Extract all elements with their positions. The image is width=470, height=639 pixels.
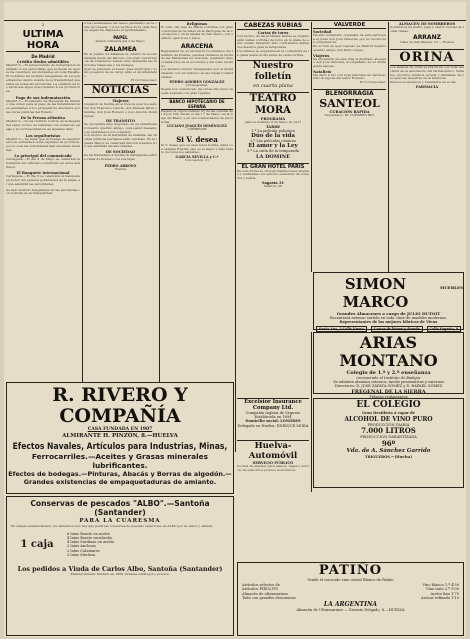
ad-note: Pídanse reglamentos: [369, 394, 408, 399]
ad-text: En simple establecimiento de alimentos sólo hay que pedir las conservas de pescado superiores de ALBO por su sabor y calidad.: [11, 524, 214, 528]
ad-city: TRIGUEROS.—(Huelva): [364, 454, 413, 459]
header-rule: [4, 20, 466, 21]
column-rule: [388, 22, 389, 272]
subheading: Religiosas: [186, 22, 208, 26]
ad-list-item: 2 latas Merluza: [67, 552, 96, 557]
article-text: En este Hotel se ofrecen habitaciones amplias y ventiladas con servicio esmerado de comedor y baños.: [237, 168, 309, 180]
section-title: ULTIMA HORA: [6, 29, 80, 52]
article-text: Madrid 5.—Se ha recibido noticia de la llegada del vapor correo de Canarias con numeroso pasaje y la correspondencia de aquellas islas.: [6, 119, 80, 131]
ad-footer: Los pedidos a Viuda de Carlos Albo, Santoña (Santander): [17, 564, 223, 573]
section-title: VALVERDE: [313, 22, 386, 29]
ad-list-item: 6 latas Bonito en aceite: [67, 531, 110, 536]
ad-text: Domicilio social: LONDRES: [245, 419, 301, 424]
ad-brand: LA ARGENTINA: [323, 601, 378, 609]
ad-subtitle: Grandes Almacenes a cargo de JULIO DUTOIT: [336, 311, 441, 316]
ad-subtitle: Colegio de 1.ª y 2.ª enseñanza: [346, 370, 431, 376]
ad-text: Todo con grandes descuentos: [242, 595, 296, 600]
ad-box-label: 1 caja: [20, 538, 54, 550]
program-item: LA DOMINÉ: [255, 153, 291, 160]
column-6: [390, 22, 464, 270]
page-number: 2: [41, 22, 45, 27]
subheading: Cartas de toros: [257, 31, 289, 35]
ad-title: ORINA: [390, 49, 464, 66]
article-text: Regresaron de su excursión los alumnos del Instituto de Huelva, quienes visitaron la Gruta de las Maravillas de Aracena, quedando muy complacidos de la excursión y del trato recibido.: [161, 48, 233, 68]
ad-brand: Excelsior Insurance Company Ltd.: [237, 398, 309, 411]
ad-line: Efectos Navales, Artículos para Industrias, Minas,: [12, 442, 228, 452]
subheading: De la Prensa atlántica: [20, 116, 66, 121]
ad-label: PRODUCCIÓN DIARIA: [367, 423, 410, 428]
article-text: Según nos comunican, las obras del nuevo muelle avanzan con gran rapidez.: [161, 87, 233, 95]
ad-footer: FARMACIA: [415, 84, 439, 89]
article-text: Los billetes se expenden en la contaduría de la plaza desde el día antes de cada corrida.: [237, 48, 309, 57]
column-2: [84, 22, 157, 380]
ad-brand: ARRANZ: [413, 34, 441, 42]
article-text: Pagado el cupón número 41 de las cédulas del 4 por 100, desde el día 1.º de Mayo, en la Caja del Banco y en sus comisionados de provincias.: [161, 108, 233, 124]
ad-price: Vino tinto 2.ª 3'00: [425, 587, 459, 592]
section-title: NOTICIAS: [84, 84, 157, 98]
subheading: Natalicio: [313, 69, 332, 74]
ad-label: PRODUCCIÓN GARANTIZADA: [360, 435, 417, 440]
byline: El Corresponsal.: [130, 77, 157, 82]
byline: LUCIANO JOAQUÍN DOMÍNGUEZ: [167, 124, 227, 129]
ad-text: Establecida en 1894: [254, 415, 292, 420]
ad-text: incorporado al Instituto de Badajoz: [356, 376, 421, 380]
byline: El Corresponsal.: [359, 80, 386, 85]
section-title: CABEZAS RUBIAS: [237, 22, 309, 30]
article-text: Madrid 5.—El subsecretario de Gobernación manifestó á los periodistas que la fiesta de ayer se ha celebrado sin incidentes en toda España. El Gobierno ha recibido telegramas de los gobernadores dando cuenta de la tranquilidad que reina en todas las provincias. La cuestión de los alcoholes sigue preocupando á los productores.: [6, 63, 80, 93]
ad-text: Artículos PIRULITO: [242, 587, 279, 592]
program-item: Dúo de la vida: [251, 133, 295, 140]
subheading: Viajeros: [112, 99, 129, 104]
ad-tagline: CURACIÓN RÁPIDA: [329, 109, 370, 114]
article-text: Sesión ordinaria del 2 de Mayo.: [95, 39, 146, 44]
ad-list-item: 4 latas Bonito escabeche: [67, 535, 113, 540]
ad-city: FREGENAL DE LA SIERRA: [351, 388, 426, 395]
ad-text: Calle de San Miguel, 12 — Huelva: [400, 40, 454, 45]
article-text: Ha dado á luz con toda felicidad un hermoso niño la esposa del señor Romero.: [313, 72, 386, 81]
ad-figure: 7.000 LITROS: [361, 426, 416, 436]
promo-title: Nuestro folletín: [237, 60, 309, 83]
article-text: Si V. desea que su casa luzca bonita, pinte con esmalte Ripolin, que es el mejor y más barato de todos los esmaltes.: [161, 143, 233, 155]
column-rule: [311, 332, 312, 492]
ad-text: Coches de alquiler para paseos, viajes y servicio de estación a precios económicos.: [237, 463, 309, 472]
ad-list-item: 2 latas Anchoas: [67, 544, 96, 549]
ad-text: Representantes de las mejores fábricas de Viena: [339, 320, 438, 325]
ad-list-item: 4 latas Sardinas en aceite: [67, 540, 115, 545]
ad-text: Depositario: Dr. CORDERO BEL: [324, 112, 375, 117]
ad-address: Calle Sagasta, 9: [427, 326, 462, 332]
column-rule: [159, 22, 160, 382]
ad-figure: 96º: [381, 438, 396, 448]
program-item: 3.º La cinta de la temporada: [247, 149, 299, 154]
column-rule: [82, 22, 83, 382]
ad-address: Santa Ana, 3 Calle Nueva: [316, 326, 367, 332]
ad-title: ALMACÉN DE SOMBREROS: [398, 22, 456, 26]
byline: PEDRO ARROYO: [104, 163, 137, 168]
byline-address: Concepción, 21: [184, 158, 210, 163]
ad-destileria: [313, 398, 464, 488]
ad-note: Establecimiento fundado en 1869. Pídanse catálogos y precios.: [70, 571, 170, 576]
ad-title: BANCO HIPOTECARIO DE ESPAÑA: [161, 98, 233, 110]
ad-brand: Conservas de pescados "ALBO".—Santoña (Santander): [30, 499, 210, 517]
newspaper-page: [4, 2, 466, 637]
ad-founded: CASA FUNDADA EN 1907: [87, 427, 153, 432]
dateline: De Madrid: [31, 54, 55, 59]
ad-text: Precios económicos y resultados en el día.: [390, 79, 457, 84]
ad-price: Aceite fino 1'75: [430, 591, 459, 596]
ad-list-item: 2 latas Calamares: [67, 548, 100, 553]
phone: Teléfono 30: [263, 183, 283, 188]
article-text: Ha sido nombrado organista de esta parroquia el joven don José Valverde, por su reconocida competencia.: [313, 33, 386, 45]
ad-brand: SANTEOL: [319, 96, 380, 110]
ad-text: Directores: D. JOSÉ ZAPATA GÓMEZ y D. RAFAEL GÓMEZ: [334, 384, 443, 389]
article-text: Cartagena.—El día 6 se celebrará el banquete en honor del general gobernador de la plaza, al que asistirán las autoridades.: [6, 174, 80, 186]
ad-text: Delegado en Huelva: ENRIQUE MORA: [237, 423, 309, 428]
ad-address: Almacén de Ultramarinos — Ernesto Delgado, 8.—HUELVA: [296, 608, 405, 613]
subheading: DE TRÁNSITO: [106, 119, 135, 124]
column-5: [313, 22, 386, 270]
ad-line: Efectos de bodegas.—Pinturas, Abacás y Borras de algodón.—Grandes existencias de empaquetaduras de amianto.: [8, 470, 232, 486]
byline: PEDRO AMORES GONZÁLEZ: [169, 80, 225, 85]
ad-subtitle: SERVICIO PÚBLICO: [252, 460, 294, 465]
ad-owner: Vda. de A. Sánchez Garrido: [346, 447, 431, 454]
ad-text: Se admiten alumnos internos, medio pensionistas y externos: [333, 380, 444, 385]
ad-subtitle: PARA LA CUARESMA: [79, 518, 161, 524]
ad-brand: EL COLEGIO: [356, 400, 421, 410]
byline-role: CORREDOR: [187, 127, 207, 132]
article-text: Con motivo de las próximas fiestas se organizarán varias corridas de toros en la plaza de esta ciudad, habiendo sido contratados afamados diestros para la temporada.: [237, 34, 309, 50]
ad-price: Vino blanco 1.ª 4'50: [422, 583, 459, 588]
article-text: Se encuentra en esta villa el ilustrado abogado don José Sánchez, acompañado de su distinguida esposa.: [313, 56, 386, 68]
byline: GARCIA SEVILLA y C.ª: [175, 155, 219, 160]
ad-brand: Huelva-Automóvil: [237, 440, 309, 461]
article-text: En el tren de ayer regresó de Madrid nuestro querido amigo don Pedro López.: [313, 44, 386, 52]
column-4: [237, 22, 309, 270]
article-text: Ayer se presentó el nuevo Juez municipal y tomó posesión de su cargo ante el Ayuntamiento.: [84, 66, 157, 79]
column-3: [161, 22, 233, 380]
article-text: Se ha trasladado á Sevilla la distinguida señora viuda de Romero con sus hijas.: [84, 153, 157, 161]
article-text: Los alumnos fueron obsequiados por el Ayuntamiento con un refresco en las Casas Consistoriales.: [161, 67, 233, 79]
theatre-title: TEATRO MORA: [237, 92, 309, 117]
subheading: Lo principal del comunicado: [14, 154, 72, 159]
ad-address: ALMIRANTE H. PINZÓN, 8.—HUELVA: [62, 433, 178, 439]
ad-line: Ferrocarriles.—Aceites y Grasas minerales lubrificantes.: [31, 452, 209, 470]
byline-city: Huelva: [114, 166, 127, 171]
ad-price: Azúcar refinado 1'10: [421, 595, 459, 600]
program-item: El amor y la Ley: [248, 143, 298, 150]
article-text: á los reclamantes del nuevo pavimento en la calle de Cepeda, y á los vecinos de la calle Nueva, según ha dispuesto el Ayuntamiento.: [84, 22, 157, 33]
ad-brand: ARIAS MONTANO: [339, 333, 438, 370]
ad-subtitle: Gran Destilería á vapor de: [362, 411, 415, 415]
ad-brand: PATIÑO: [318, 563, 383, 578]
ad-title: EL GRAN HOTEL PARIS: [237, 163, 309, 170]
ad-albo: [6, 496, 234, 636]
article-text: En el pueblo de Zalamea se celebró la acostumbrada fiesta del Patrono con gran concurrencia de forasteros, siendo muy animadas las funciones religiosas y los festejos.: [84, 51, 157, 67]
program-label: PROGRAMA: [260, 117, 286, 122]
article-text: Con motivo de la festividad de mañana, las oficinas públicas permanecerán cerradas. En la iglesia Mayor se celebrará función solemne á la que asistirán las autoridades.: [84, 133, 157, 149]
byline-role: Corresponsal.: [186, 83, 208, 88]
program-date: para el domingo 6 de Mayo de 1917: [244, 120, 302, 125]
ad-title: BLENORRAGIA: [313, 89, 386, 97]
address: Sagasta 31: [261, 180, 285, 185]
ad-patino: [237, 562, 464, 636]
ad-simon-marco: [313, 272, 464, 330]
ad-title: Si V. desea: [176, 135, 218, 145]
ad-product: ALCOHOL DE VINO PURO: [344, 416, 433, 424]
ad-text: Almacén de ultramarinos: [242, 591, 288, 596]
subheading: El Banquete internacional: [16, 171, 70, 176]
article-text: Cartagena.—El día 8 de Mayo se celebrará la botadura del cañonero construido en estos astilleros.: [6, 157, 80, 169]
article-text: Se han recibido telegramas de las provincias con noticias de la tranquilidad.: [6, 187, 80, 196]
program-item: 1.º La película policíaca: [251, 128, 295, 133]
ad-subtitle: Compañía Inglesa de Seguros: [245, 411, 301, 415]
column-rule: [311, 22, 312, 272]
ad-text: Sombreros de fieltro, paja y castor. Gorras de todas clases.: [390, 25, 464, 33]
column-4-lower: [237, 398, 309, 558]
article-text: Llegaron de Sevilla en el tren de ayer los señores don Francisco García, don Manuel Pérez y familia, don José Romero y don Antonio Domínguez.: [84, 102, 157, 118]
promo-subtitle: en cuarta plana: [253, 83, 293, 90]
subheading: DE SOCIEDAD: [105, 150, 136, 155]
ad-address: Camas de hierro y dorado: [371, 326, 423, 332]
program-item: 2.º Las películas cómicas: [250, 139, 296, 144]
ad-brand: SIMON MARCO: [342, 275, 409, 311]
section-title: ARACENA: [180, 42, 214, 50]
ad-text: Artículos selectos de: [242, 583, 280, 588]
subheading: Sociedad: [313, 30, 332, 34]
ad-text: Encontrará extenso surtido en toda clase de muebles modernos.: [329, 316, 448, 320]
ad-brand: R. RIVERO Y COMPAÑÍA: [52, 384, 188, 427]
subheading: Crédito titulos admitibles: [17, 60, 69, 64]
ad-category: MUEBLES: [439, 285, 463, 290]
subheading: Viajeros: [313, 53, 330, 58]
column-1: [6, 22, 80, 380]
program-session: TARDE: [265, 124, 281, 129]
column-rule: [235, 22, 236, 452]
subheading: Pago de sus indemnización: [15, 95, 71, 100]
article-text: Madrid 5.—El ministro de Hacienda ha firmado una orden para el pago de las indemnizaciones pendientes á los propietarios afectados por las obras públicas del Estado.: [6, 98, 80, 114]
article-text: Madrid 5.—Se teme que la huelga de sepultureros se extienda á otras capitales de provincia, por lo cual las autoridades han adoptado medidas.: [6, 136, 80, 152]
ad-arias-montano: [313, 332, 464, 399]
subheading: Los sepulturistas: [25, 133, 61, 138]
article-text: Se encuentra muy mejorado de su enfermedad nuestro querido amigo, cuya salud deseamos se restablezca por completo.: [84, 122, 157, 134]
article-text: El culto del mes de María continúa con gran concurrencia de fieles en la Parroquia de la Concepción y en la iglesia de San Pedro, con sermón, ejercicios y salve.: [161, 25, 233, 41]
ad-subtitle: Vende el conocido vino cristal Blanco de Patiño: [307, 578, 394, 582]
ad-text: Los análisis de orina se practican con toda exactitud en el laboratorio del farmacéutico. Sulfatos, cloruros, fosfatos, azúcar y albúmina. Se recogen las muestras en la farmacia.: [390, 65, 464, 81]
subheading: PAPEL: [113, 35, 128, 41]
ad-rivero: [6, 382, 234, 494]
section-title: ZALAMEA: [104, 45, 137, 53]
